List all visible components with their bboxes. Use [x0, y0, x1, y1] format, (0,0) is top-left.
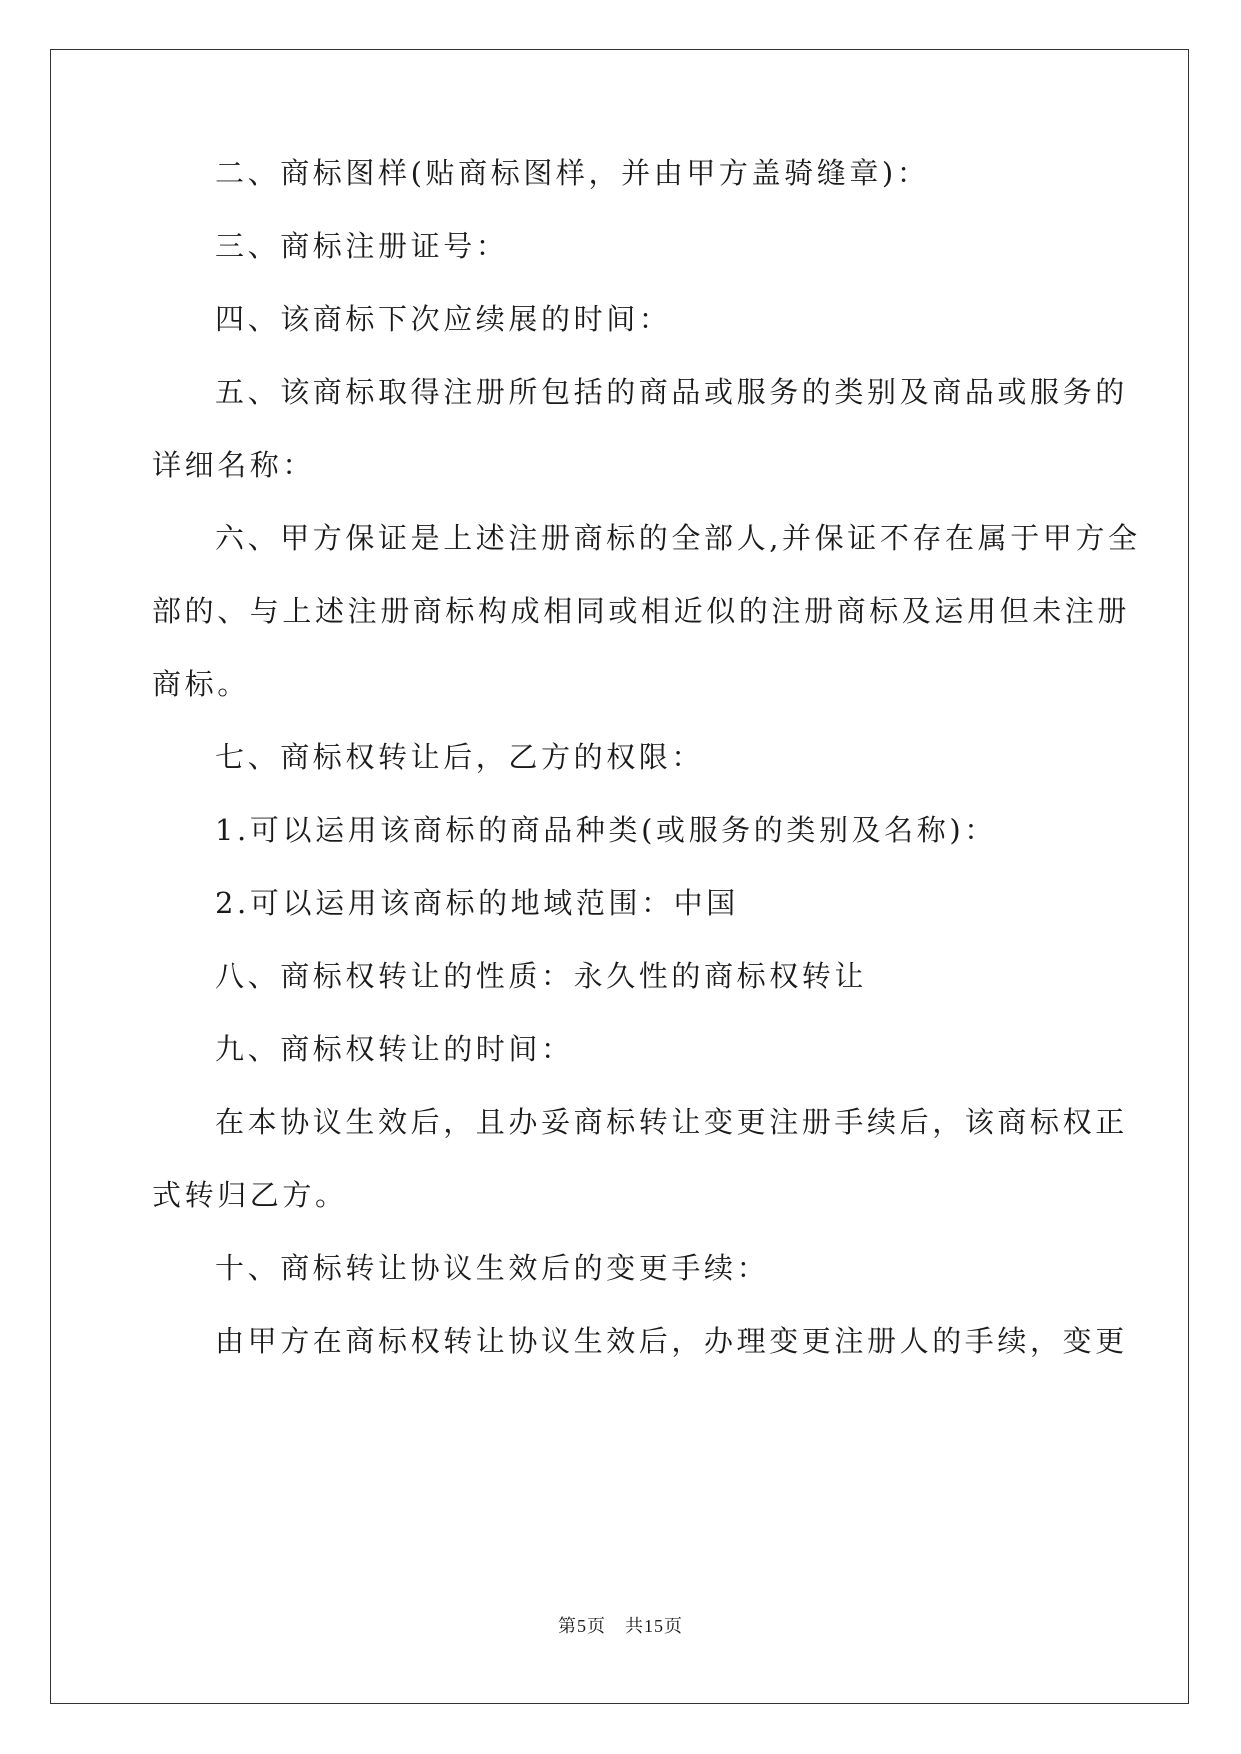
paragraph-line: 二、商标图样(贴商标图样，并由甲方盖骑缝章)： — [215, 156, 930, 190]
paragraph-line: 九、商标权转让的时间： — [215, 1032, 574, 1066]
paragraph-line: 三、商标注册证号： — [215, 229, 509, 263]
paragraph-line: 部的、与上述注册商标构成相同或相近似的注册商标及运用但未注册 — [152, 594, 1131, 628]
page-suffix: 页 — [664, 1616, 683, 1637]
paragraph-line: 由甲方在商标权转让协议生效后，办理变更注册人的手续，变更 — [215, 1324, 1128, 1358]
paragraph-line: 1.可以运用该商标的商品种类(或服务的类别及名称)： — [215, 813, 997, 847]
paragraph-line: 四、该商标下次应续展的时间： — [215, 302, 672, 336]
paragraph-line: 详细名称： — [152, 448, 316, 482]
page-mid: 页 共 — [587, 1616, 644, 1637]
paragraph-line: 七、商标权转让后，乙方的权限： — [215, 740, 705, 774]
page-total: 15 — [644, 1616, 664, 1636]
page-number-footer — [0, 1614, 1241, 1639]
page-current: 5 — [577, 1616, 587, 1636]
paragraph-line: 在本协议生效后，且办妥商标转让变更注册手续后，该商标权正 — [215, 1105, 1128, 1139]
page-frame — [50, 49, 1189, 1704]
paragraph-line: 六、甲方保证是上述注册商标的全部人,并保证不存在属于甲方全 — [215, 521, 1141, 555]
paragraph-line: 商标。 — [152, 667, 250, 701]
paragraph-line: 十、商标转让协议生效后的变更手续： — [215, 1251, 770, 1285]
page-prefix: 第 — [558, 1616, 577, 1637]
paragraph-line: 式转归乙方。 — [152, 1178, 348, 1212]
paragraph-line: 2.可以运用该商标的地域范围：中国 — [215, 886, 739, 920]
paragraph-line: 五、该商标取得注册所包括的商品或服务的类别及商品或服务的 — [215, 375, 1128, 409]
paragraph-line: 八、商标权转让的性质：永久性的商标权转让 — [215, 959, 868, 993]
